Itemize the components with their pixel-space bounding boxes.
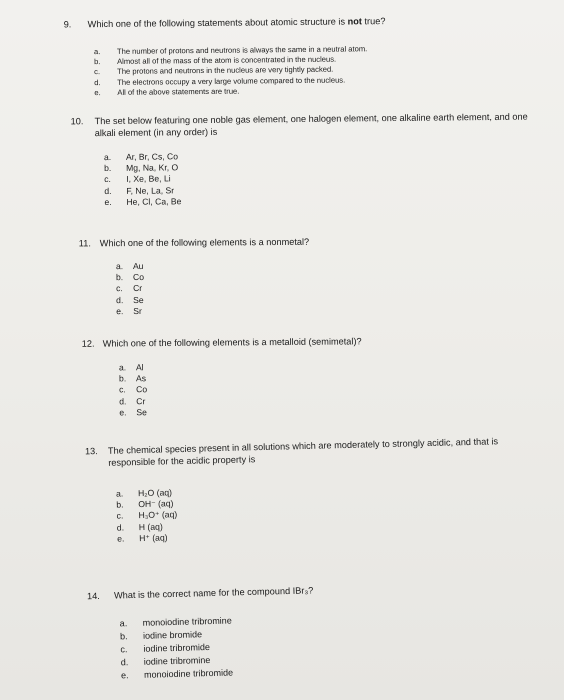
option-text: Al	[135, 362, 144, 373]
option-text: Ar, Br, Cs, Co	[125, 151, 179, 162]
option-text: H⁺ (aq)	[138, 532, 168, 543]
option-text: Au	[132, 260, 144, 272]
option-e[interactable]	[119, 404, 482, 418]
option-text: Almost all of the mass of the atom is concentrated in the nucleus.	[117, 54, 337, 67]
option-text: The protons and neutrons in the nucleus are very tightly packed.	[117, 65, 334, 77]
option-letter: c.	[94, 67, 101, 77]
option-list	[116, 479, 527, 545]
option-text: I, Xe, Be, Li	[126, 173, 171, 185]
option-list	[120, 608, 490, 683]
option-letter: d.	[94, 77, 101, 87]
option-letter: e.	[116, 305, 124, 316]
option-letter: b.	[94, 57, 101, 67]
option-text: Mg, Na, Kr, O	[126, 162, 179, 174]
option-letter: b.	[104, 163, 112, 174]
option-letter: c.	[120, 644, 128, 655]
question-text: Which one of the following elements is a metalloid (semimetal)?	[102, 336, 362, 349]
question-10-header	[71, 111, 531, 140]
question-11-header	[79, 235, 479, 250]
question-13	[85, 435, 527, 546]
question-text: Which one of the following statements about atomic structure is not true?	[87, 16, 386, 30]
option-text: The electrons occupy a very large volume compared to the nucleus.	[117, 75, 346, 87]
question-10	[71, 111, 532, 209]
option-letter: c.	[119, 384, 126, 395]
option-letter: c.	[104, 174, 111, 185]
option-letter: a.	[115, 488, 124, 499]
option-letter: a.	[93, 47, 101, 57]
question-14-header	[87, 580, 487, 602]
question-12-header	[82, 334, 482, 349]
option-e[interactable]	[116, 303, 479, 317]
option-letter: b.	[119, 631, 128, 642]
question-text: The set below featuring one noble gas element, one halogen element, one alkaline earth element, and one alkali element (in any order) is	[94, 111, 528, 139]
option-letter: e.	[119, 407, 127, 418]
option-letter: e.	[117, 533, 125, 544]
option-text: He, Cl, Ca, Be	[126, 196, 182, 207]
option-text: iodine bromide	[142, 629, 203, 641]
question-text: The chemical species present in all solutions which are moderately to strongly acidic, and that is responsible for the acidic property is	[107, 436, 499, 468]
question-number: 9.	[63, 19, 72, 30]
option-letter: d.	[104, 185, 112, 196]
option-letter: a.	[103, 151, 112, 163]
question-9-header	[64, 14, 534, 31]
option-text: monoiodine tribromine	[142, 615, 232, 628]
option-letter: d.	[116, 294, 124, 305]
option-list	[94, 43, 535, 99]
emphasis-not: not	[347, 16, 362, 27]
option-text: As	[135, 373, 147, 384]
question-number: 11.	[78, 238, 91, 249]
option-text: monoiodine tribromide	[143, 667, 234, 680]
option-letter: d.	[119, 395, 127, 407]
option-text: The number of protons and neutrons is always the same in a neutral atom.	[116, 44, 368, 56]
option-letter: b.	[115, 272, 124, 283]
question-9	[64, 14, 535, 99]
question-11	[79, 235, 480, 318]
option-text: Co	[132, 272, 145, 283]
option-text: All of the above statements are true.	[117, 86, 240, 97]
option-letter: a.	[115, 261, 124, 272]
option-text: Sr	[133, 305, 142, 316]
question-number: 10.	[70, 116, 84, 127]
question-number: 14.	[86, 590, 100, 602]
option-text: F, Ne, La, Sr	[126, 184, 175, 196]
option-text: iodine tribromide	[143, 642, 211, 654]
question-13-header	[85, 435, 525, 470]
option-text: Co	[136, 384, 148, 395]
question-text: What is the correct name for the compound IBr₃?	[113, 585, 314, 601]
option-letter: e.	[94, 87, 101, 97]
option-text: Cr	[136, 395, 146, 406]
option-text: H₂O (aq)	[137, 487, 173, 499]
option-text: H₃O⁺ (aq)	[138, 509, 178, 521]
option-text: H (aq)	[138, 521, 163, 532]
question-14	[87, 580, 489, 683]
option-text: Se	[136, 406, 147, 418]
option-list	[116, 259, 479, 318]
question-number: 12.	[81, 338, 95, 349]
option-text: iodine tribromine	[143, 655, 211, 667]
option-letter: e.	[120, 670, 129, 681]
option-text: OH⁻ (aq)	[138, 498, 174, 510]
option-letter: c.	[116, 510, 124, 522]
question-12	[82, 334, 483, 419]
question-number: 13.	[84, 446, 98, 457]
option-list	[119, 359, 482, 418]
option-letter: c.	[116, 283, 123, 294]
option-letter: e.	[104, 196, 112, 207]
option-letter: a.	[119, 618, 128, 629]
option-text: Se	[133, 294, 144, 305]
option-list	[104, 148, 532, 208]
question-text: Which one of the following elements is a nonmetal?	[99, 236, 310, 249]
option-letter: a.	[118, 362, 127, 373]
option-letter: b.	[118, 373, 127, 384]
option-letter: d.	[116, 522, 125, 533]
option-letter: b.	[116, 499, 124, 510]
option-text: Cr	[133, 283, 143, 294]
option-letter: d.	[120, 657, 129, 668]
